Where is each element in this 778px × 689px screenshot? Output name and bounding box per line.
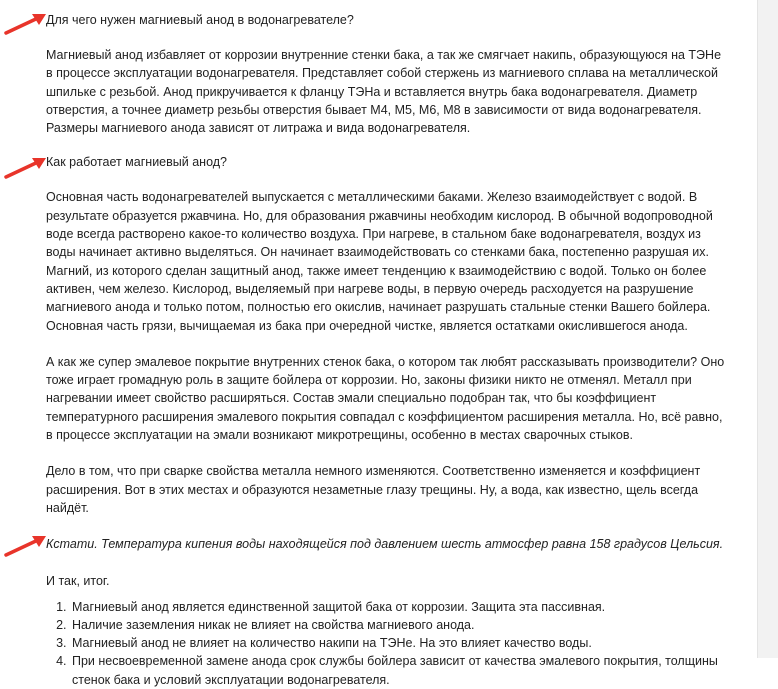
article-content [46, 0, 726, 689]
list-item: 4. При несвоевременной замене анода срок службы бойлера зависит от качества эмалевого покрытия, толщины стенок бака и условий эксплуатации водонагревателя. [70, 652, 726, 689]
paragraph-purpose: Магниевый анод избавляет от коррозии внутренние стенки бака, а так же смягчает накипь, образующуюся на ТЭНе в процессе эксплуатации водонагревателя. Представляет собой стержень из магниевого сплава на металлической шпильке с резьбой. Анод прикручивается к фланцу ТЭНа и вставляется внутрь бака водонагревателя. Диаметр отверстия, а точнее диаметр резьбы отверстия бывает М4, М5, М6, М8 в зависимости от вида водонагревателя. Размеры магниевого анода зависят от литража и вида водонагревателя. [46, 48, 722, 136]
heading-how-it-works: Как работает магниевый анод? [46, 155, 227, 170]
list-item: 2. Наличие заземления никак не влияет на свойства магниевого анода. [70, 616, 726, 634]
list-item: 3. Магниевый анод не влияет на количество накипи на ТЭНе. На это влияет качество воды. [70, 634, 726, 652]
paragraph-welding: Дело в том, что при сварке свойства металла немного изменяются. Соответственно изменяется и коэффициент расширения. Вот в этих местах и образуются незаметные глазу трещины. Ну, а вода, как известно, щель всегда найдёт. [46, 464, 701, 515]
page-edge [757, 0, 778, 658]
heading-purpose: Для чего нужен магниевый анод в водонагревателе? [46, 13, 354, 27]
red-arrow-icon [2, 530, 52, 560]
heading-summary: И так, итог. [46, 573, 110, 588]
list-item: 1. Магниевый анод является единственной защитой бака от коррозии. Защита эта пассивная. [70, 598, 726, 616]
note-boiling-point: Кстати. Температура кипения воды находящейся под давлением шесть атмосфер равна 158 градусов Цельсия. [46, 537, 724, 552]
red-arrow-icon [2, 152, 52, 182]
red-arrow-icon [2, 8, 52, 38]
summary-list [46, 598, 726, 689]
paragraph-how-it-works: Основная часть водонагревателей выпускается с металлическими баками. Железо взаимодействует с водой. В результате образуется ржавчина. Но, для образования ржавчины необходим кислород. В обычной водопроводной воде всегда растворено какое-то количество воздуха. При нагреве, в стальном баке водонагревателя, воздух из воды начинает активно выделяться. Он начинает взаимодействовать со стенками бака, постепенно разрушая их. Магний, из которого сделан защитный анод, также имеет тенденцию к взаимодействию с водой. Только он более активен, чем железо. Кислород, выделяемый при нагреве воды, в первую очередь расходуется на разрушение магниевого анода и только потом, полностью его окислив, начинает разрушать стальные стенки Вашего бойлера. Основная часть грязи, вычищаемая из бака при очередной чистке, является остатками окислившегося анода. [46, 190, 713, 333]
paragraph-enamel: А как же супер эмалевое покрытие внутренних стенок бака, о котором так любят рассказывать производители? Оно тоже играет громадную роль в защите бойлера от коррозии. Но, законы физики никто не отменял. Металл при нагревании имеет свойство расширяться. Состав эмали специально подобран так, что бы коэффициент температурного расширения эмалевого покрытия совпадал с коэффициентом расширения металла. Но, всё равно, в процессе эксплуатации на эмали возникают микротрещины, особенно в местах сварочных стыков. [46, 354, 725, 443]
